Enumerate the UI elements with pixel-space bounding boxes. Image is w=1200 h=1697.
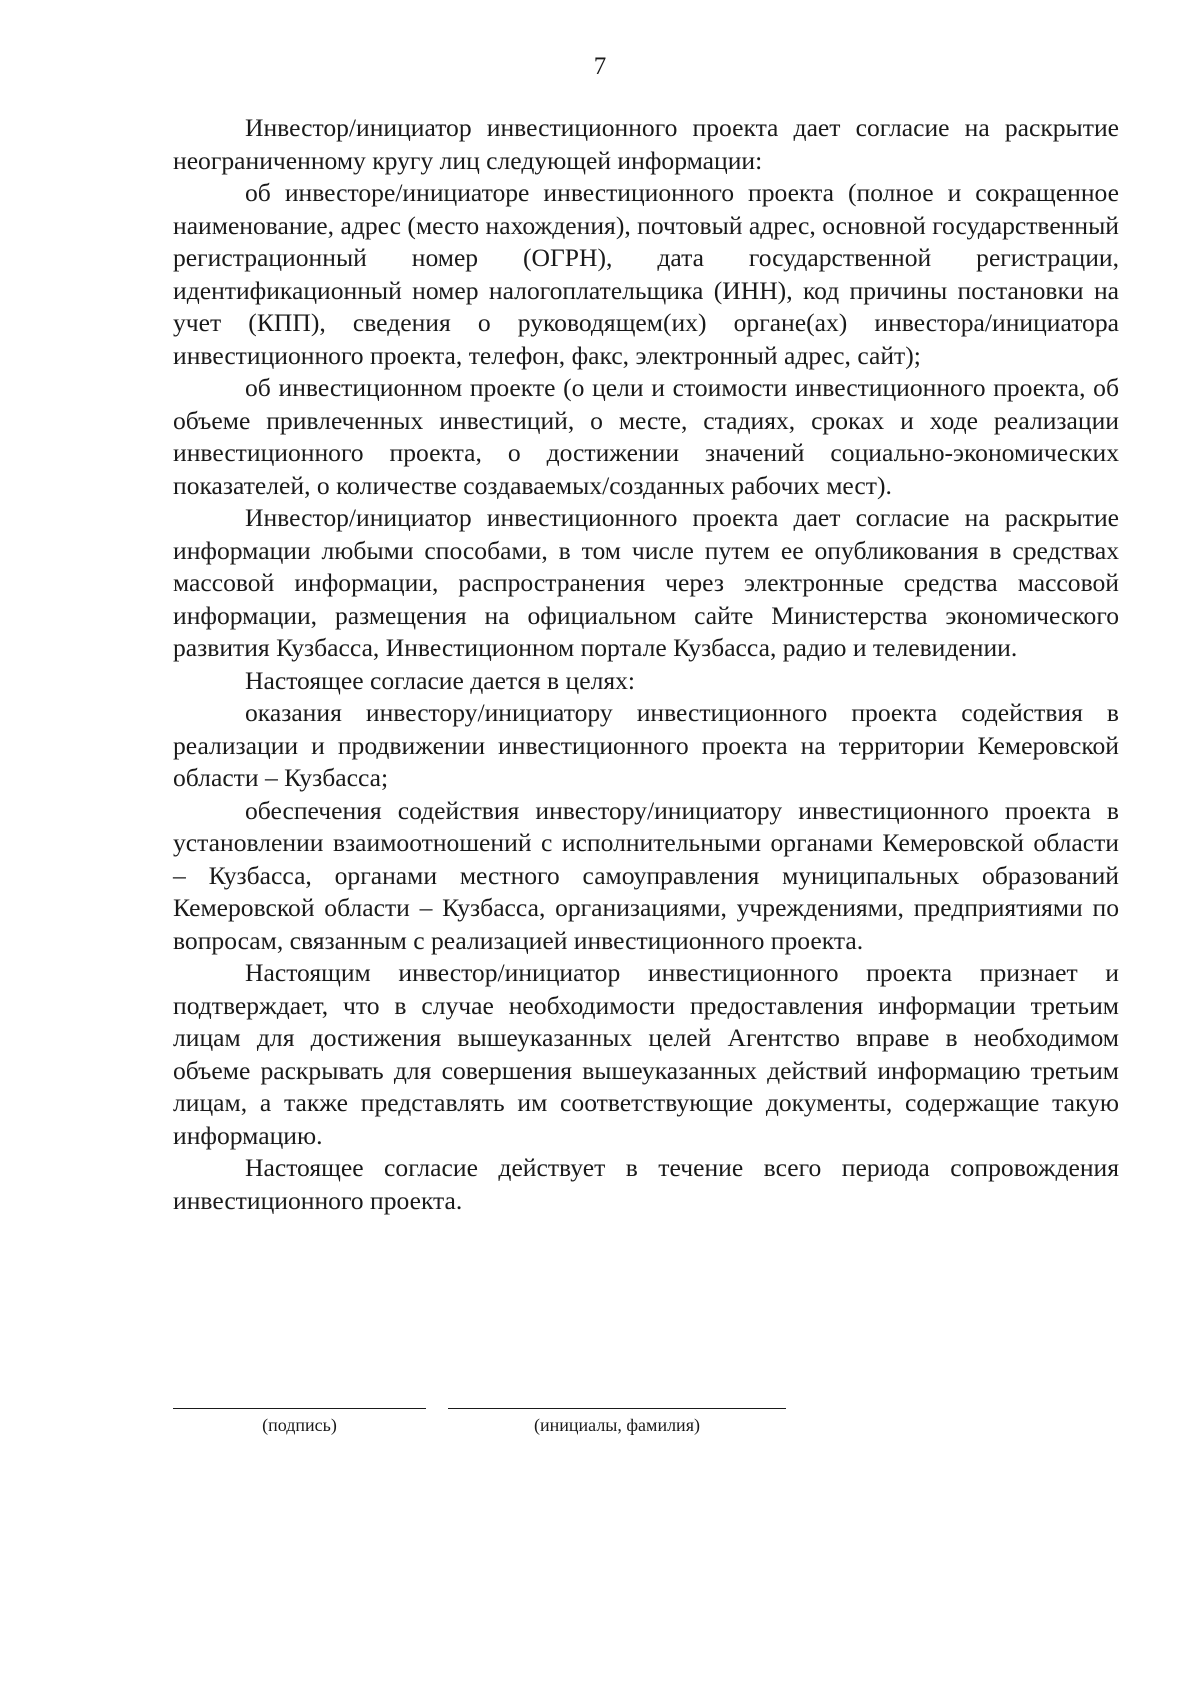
paragraph-investor-info: об инвесторе/инициаторе инвестиционного проекта (полное и сокращенное наименование, адрес (место нахождения), почтовый адрес, основной государственный регистрационный номер (ОГРН), дата государственной регистрации, идентификационный номер налогоплательщика (ИНН), код причины постановки на учет (КПП), сведения о руководящем(их) органе(ах) инвестора/инициатора инвестиционного проекта, телефон, факс, электронный адрес, сайт); — [173, 178, 1119, 370]
paragraph-consent-disclosure: Инвестор/инициатор инвестиционного проекта дает согласие на раскрытие неограниченному кругу лиц следующей информации: — [173, 113, 1119, 175]
page-number: 7 — [593, 53, 607, 80]
paragraph-disclosure-methods: Инвестор/инициатор инвестиционного проекта дает согласие на раскрытие информации любыми способами, в том числе путем ее опубликования в средствах массовой информации, распространения через электронные средства массовой информации, размещения на официальном сайте Министерства экономического развития Кузбасса, Инвестиционном портале Кузбасса, радио и телевидении. — [173, 503, 1119, 662]
name-caption: (инициалы, фамилия) — [534, 1415, 700, 1435]
document-body — [173, 112, 1119, 1217]
signature-caption: (подпись) — [262, 1415, 337, 1435]
name-line — [448, 1408, 786, 1409]
signature-line — [173, 1408, 426, 1409]
paragraph-validity-period: Настоящее согласие действует в течение всего периода сопровождения инвестиционного проекта. — [173, 1153, 1119, 1215]
paragraph-purpose-relations: обеспечения содействия инвестору/инициатору инвестиционного проекта в установлении взаимоотношений с исполнительными органами Кемеровской области – Кузбасса, органами местного самоуправления муниципальных образований Кемеровской области – Кузбасса, организациями, учреждениями, предприятиями по вопросам, связанным с реализацией инвестиционного проекта. — [173, 795, 1119, 955]
paragraph-acknowledgement: Настоящим инвестор/инициатор инвестиционного проекта признает и подтверждает, что в случае необходимости предоставления информации третьим лицам для достижения вышеуказанных целей Агентство вправе в необходимом объеме раскрывать для совершения вышеуказанных действий информацию третьим лицам, а также представлять им соответствующие документы, содержащие такую информацию. — [173, 958, 1119, 1150]
paragraph-project-info: об инвестиционном проекте (о цели и стоимости инвестиционного проекта, об объеме привлеченных инвестиций, о месте, стадиях, сроках и ходе реализации инвестиционного проекта, о достижении значений социально-экономических показателей, о количестве создаваемых/созданных рабочих мест). — [173, 373, 1119, 500]
paragraph-purposes-intro: Настоящее согласие дается в целях: — [245, 665, 636, 695]
paragraph-purpose-assistance: оказания инвестору/инициатору инвестиционного проекта содействия в реализации и продвижении инвестиционного проекта на территории Кемеровской области – Кузбасса; — [173, 698, 1119, 792]
signature-block — [173, 1408, 793, 1468]
